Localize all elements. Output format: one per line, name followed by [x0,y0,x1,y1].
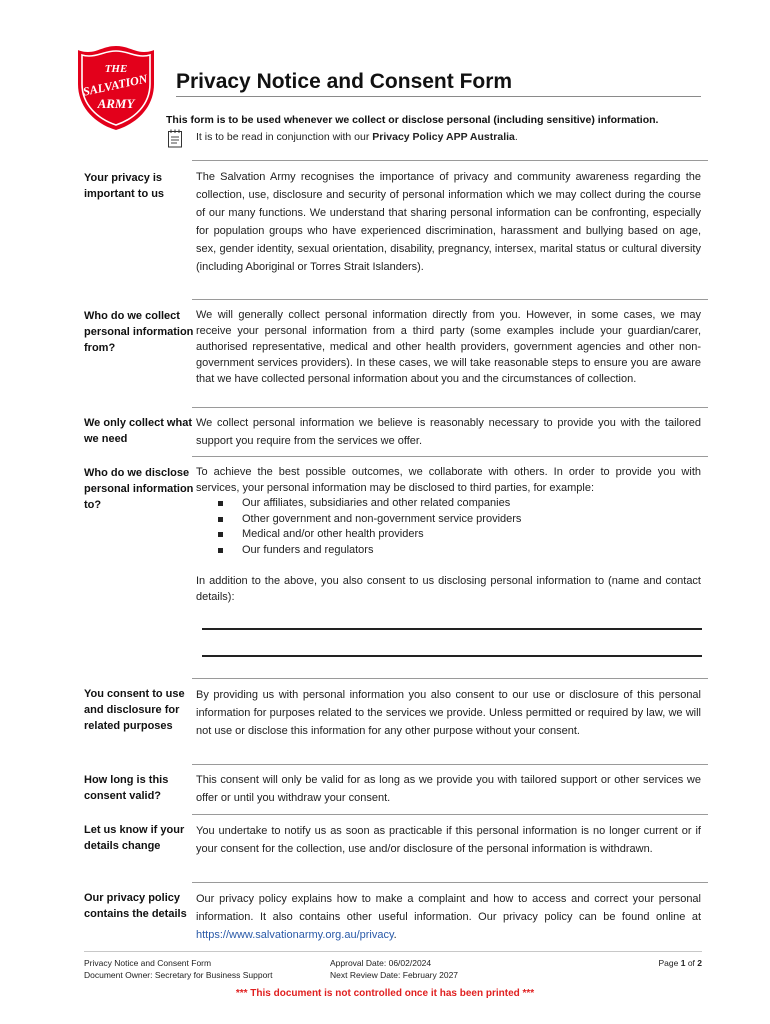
page-total: 2 [697,958,702,968]
footer-left [84,957,273,981]
footer-page-number [602,957,702,969]
privacy-policy-link[interactable]: https://www.salvationarmy.org.au/privacy [196,929,394,941]
footer-document-owner: Document Owner: Secretary for Business Support [84,970,273,980]
privacy-policy-name: Privacy Policy APP Australia [372,131,515,143]
page-prefix: Page [658,958,681,968]
section-label-privacy: Your privacy is important to us [84,172,165,200]
section-text-privacy-policy [196,890,701,944]
list-item: Our funders and regulators [196,543,701,559]
name-contact-fill-line-1[interactable] [202,628,702,630]
logo-text-the: THE [104,63,128,75]
section-label-disclose-to: Who do we disclose personal information to? [84,467,194,511]
privacy-policy-text-suffix: . [393,929,397,941]
section-text-privacy: The Salvation Army recognises the importance of privacy and community awareness regarding the collection, use, disclosure and security of personal information which we may collect during the course of our many functions. We understand that sharing personal information can be confronting, especially for population groups who have experienced discrimination, harassment and bullying based on age, sex, gender identity, sexual orientation, disability, pregnancy, intersex, marital status or cultural diversity (including Aboriginal or Torres Strait Islanders). [196,171,701,273]
list-item: Other government and non-government service providers [196,512,701,528]
section-label-consent-use: You consent to use and disclosure for related purposes [84,688,185,732]
page-current: 1 [680,958,686,968]
section-label-privacy-policy: Our privacy policy contains the details [84,892,187,920]
section-divider [192,456,708,457]
note-icon [167,129,183,148]
intro-reference-suffix: . [514,131,518,143]
section-divider [192,678,708,679]
section-divider [192,160,708,161]
section-label-details-change: Let us know if your details change [84,824,185,852]
section-text-collect-need: We collect personal information we believe is reasonably necessary to provide you with the tailored support you require from the services we offer. [196,417,701,447]
uncontrolled-document-notice: *** This document is not controlled once it has been printed *** [235,988,535,999]
list-item: Our affiliates, subsidiaries and other related companies [196,496,701,512]
disclose-intro: To achieve the best possible outcomes, we collaborate with others. In order to provide you with services, your personal information may be disclosed to third parties, for example: [196,466,701,494]
section-text-disclose-to [196,464,701,558]
footer-divider [84,951,702,952]
intro-reference-prefix: It is to be read in conjunction with our [196,131,373,143]
footer-approval-date: Approval Date: 06/02/2024 [330,958,432,968]
section-label-collect-from: Who do we collect personal information from? [84,310,194,354]
section-text-consent-use: By providing us with personal information you also consent to our use or disclosure of this personal information for purposes related to the services we provide. Unless permitted or required by law, we will not use or disclose this information for any other purpose without your consent. [196,689,701,737]
section-divider [192,407,708,408]
section-text-details-change: You undertake to notify us as soon as practicable if this personal information is no longer current or if your consent for the collection, use and/or disclosure of the personal information is withdrawn. [196,825,701,855]
section-text-consent-valid: This consent will only be valid for as long as we provide you with tailored support or other services we offer or until you withdraw your consent. [196,774,701,804]
disclose-extra-text: In addition to the above, you also consent to us disclosing personal information to (name and contact details): [196,575,701,603]
section-divider [192,814,708,815]
section-divider [192,882,708,883]
footer-document-name: Privacy Notice and Consent Form [84,958,212,968]
name-contact-fill-line-2[interactable] [202,655,702,657]
footer-middle [330,957,458,981]
section-label-collect-need: We only collect what we need [84,417,192,445]
section-divider [192,299,708,300]
intro-statement: This form is to be used whenever we collect or disclose personal (including sensitive) information. [166,114,659,126]
page-of: of [685,958,698,968]
intro-reference [196,131,706,143]
salvation-army-shield-logo [74,44,158,132]
section-divider [192,764,708,765]
privacy-policy-text: Our privacy policy explains how to make a complaint and how to access and correct your personal information. It also contains other useful information. Our privacy policy can be found online at [196,893,701,923]
list-item: Medical and/or other health providers [196,527,701,543]
disclose-list [196,496,701,558]
section-label-consent-valid: How long is this consent valid? [84,774,169,802]
section-text-collect-from: We will generally collect personal information directly from you. However, in some cases, we may receive your personal information from a third party (some examples include your guardian/carer, authorised representative, medical and other health providers, government agencies and other non-government services providers). In these cases, we will take reasonable steps to ensure you are aware that we have collected personal information about you and the circumstances of collection. [196,309,701,385]
footer-next-review-date: Next Review Date: February 2027 [330,970,459,980]
logo-text-salvation: SALVATION [81,71,149,99]
logo-text-army: ARMY [97,96,135,111]
page-title: Privacy Notice and Consent Form [176,70,701,97]
